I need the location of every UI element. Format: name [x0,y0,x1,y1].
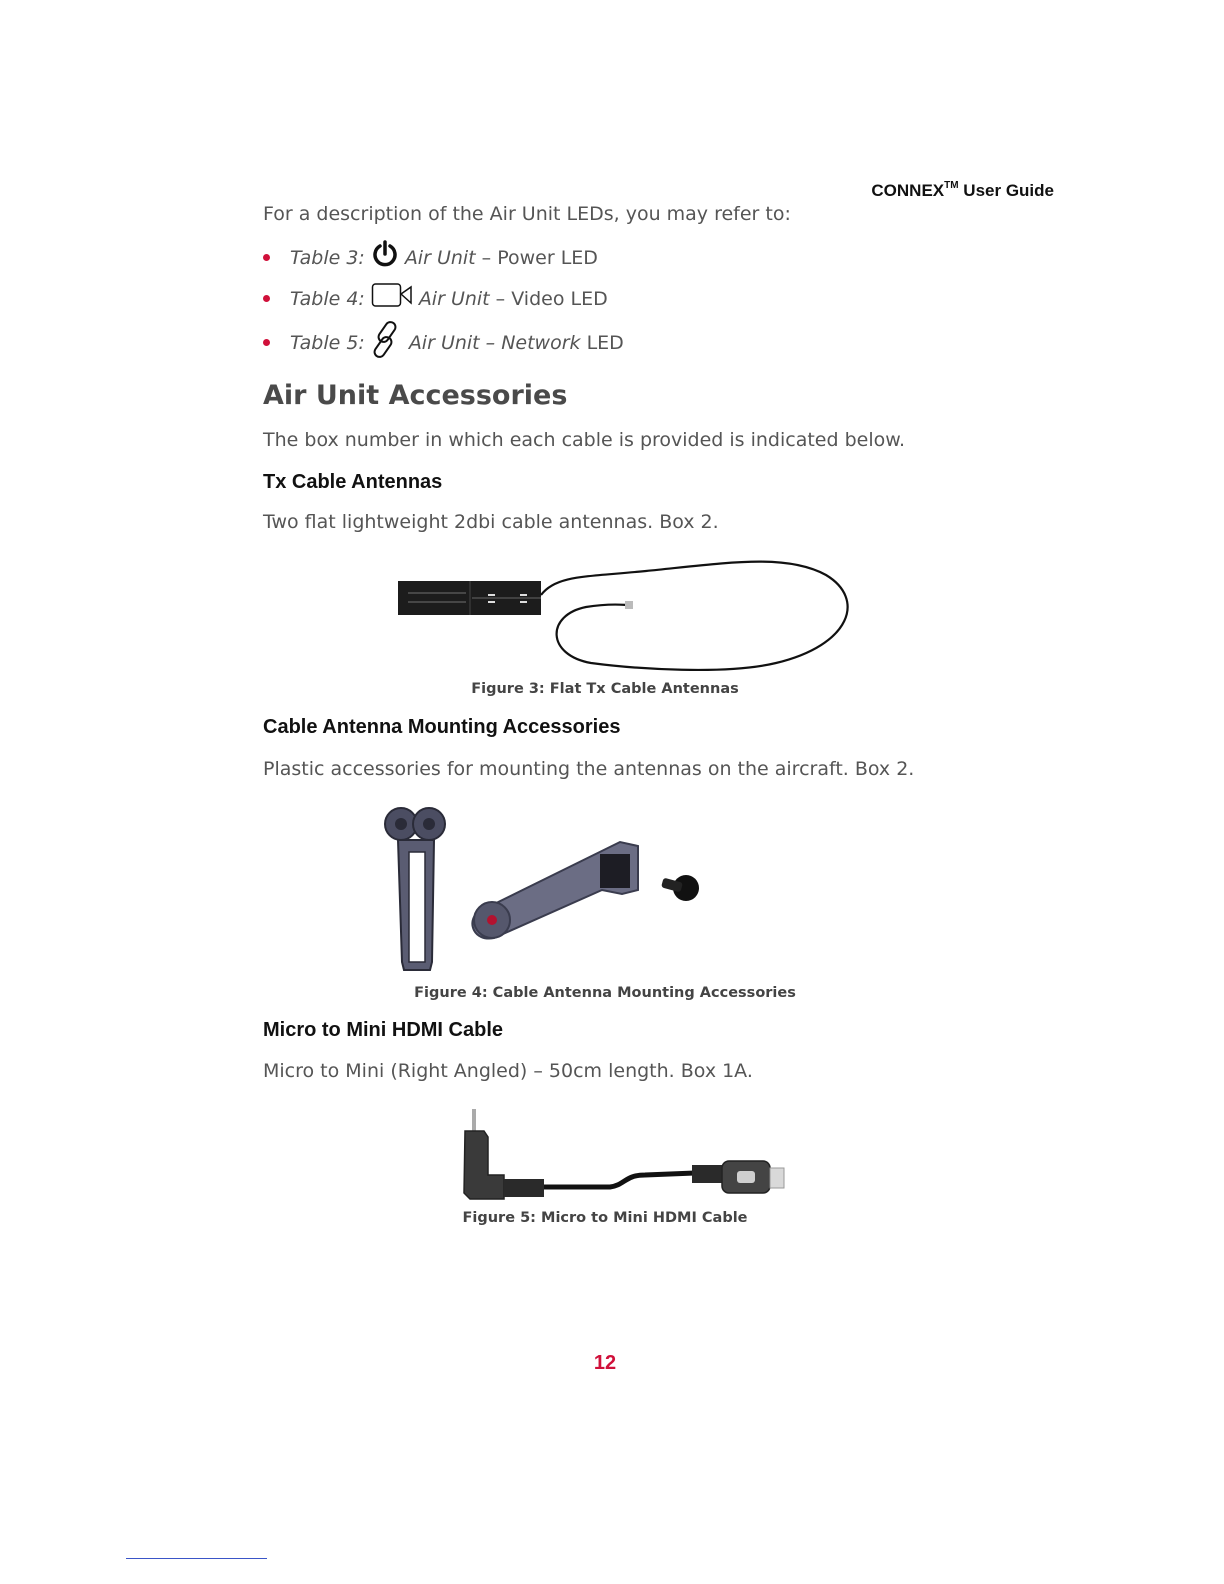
accessory-desc: Two flat lightweight 2dbi cable antennas. Box 2. [263,511,719,533]
accessory-desc: Plastic accessories for mounting the antennas on the aircraft. Box 2. [263,758,915,780]
air-unit-label: Air Unit – Network [408,331,581,354]
list-item [263,320,624,365]
accessory-title: Micro to Mini HDMI Cable [263,1019,503,1041]
power-icon [371,240,399,275]
led-name: Video LED [511,287,608,310]
air-unit-label: Air Unit [418,287,490,310]
dash-separator: – [475,246,498,269]
list-item [263,240,598,275]
intro-text: For a description of the Air Unit LEDs, you may refer to: [263,203,791,225]
video-camera-icon [371,282,413,315]
accessory-title: Tx Cable Antennas [263,471,443,493]
figure-caption: Figure 5: Micro to Mini HDMI Cable [462,1210,748,1226]
link-icon [371,320,403,365]
dash-separator: – [489,287,512,310]
accessory-desc: Micro to Mini (Right Angled) – 50cm length. Box 1A. [263,1060,753,1082]
table-ref-link[interactable]: Table 4: [290,287,365,310]
document-header [871,181,1054,201]
led-name: Power LED [497,246,598,269]
figure-caption: Figure 4: Cable Antenna Mounting Accessories [414,985,796,1001]
table-ref-link[interactable]: Table 5: [290,331,365,354]
accessory-title: Cable Antenna Mounting Accessories [263,716,621,738]
mounting-accessories-figure [382,802,712,981]
bullet-dot [263,339,270,346]
bullet-dot [263,295,270,302]
header-title-rest: User Guide [958,181,1054,200]
footnote-separator [126,1558,267,1559]
section-intro: The box number in which each cable is provided is indicated below. [263,429,906,451]
hdmi-cable-figure [460,1105,790,1209]
led-name: LED [586,331,624,354]
figure-caption: Figure 3: Flat Tx Cable Antennas [471,681,739,697]
page-number: 12 [593,1352,617,1374]
bullet-dot [263,254,270,261]
list-item [263,282,608,315]
header-title-main: CONNEX [871,181,945,200]
table-ref-link[interactable]: Table 3: [290,246,365,269]
header-title-sup: TM [944,180,959,192]
section-title: Air Unit Accessories [263,380,568,411]
air-unit-label: Air Unit [404,246,476,269]
antenna-figure [396,555,856,677]
